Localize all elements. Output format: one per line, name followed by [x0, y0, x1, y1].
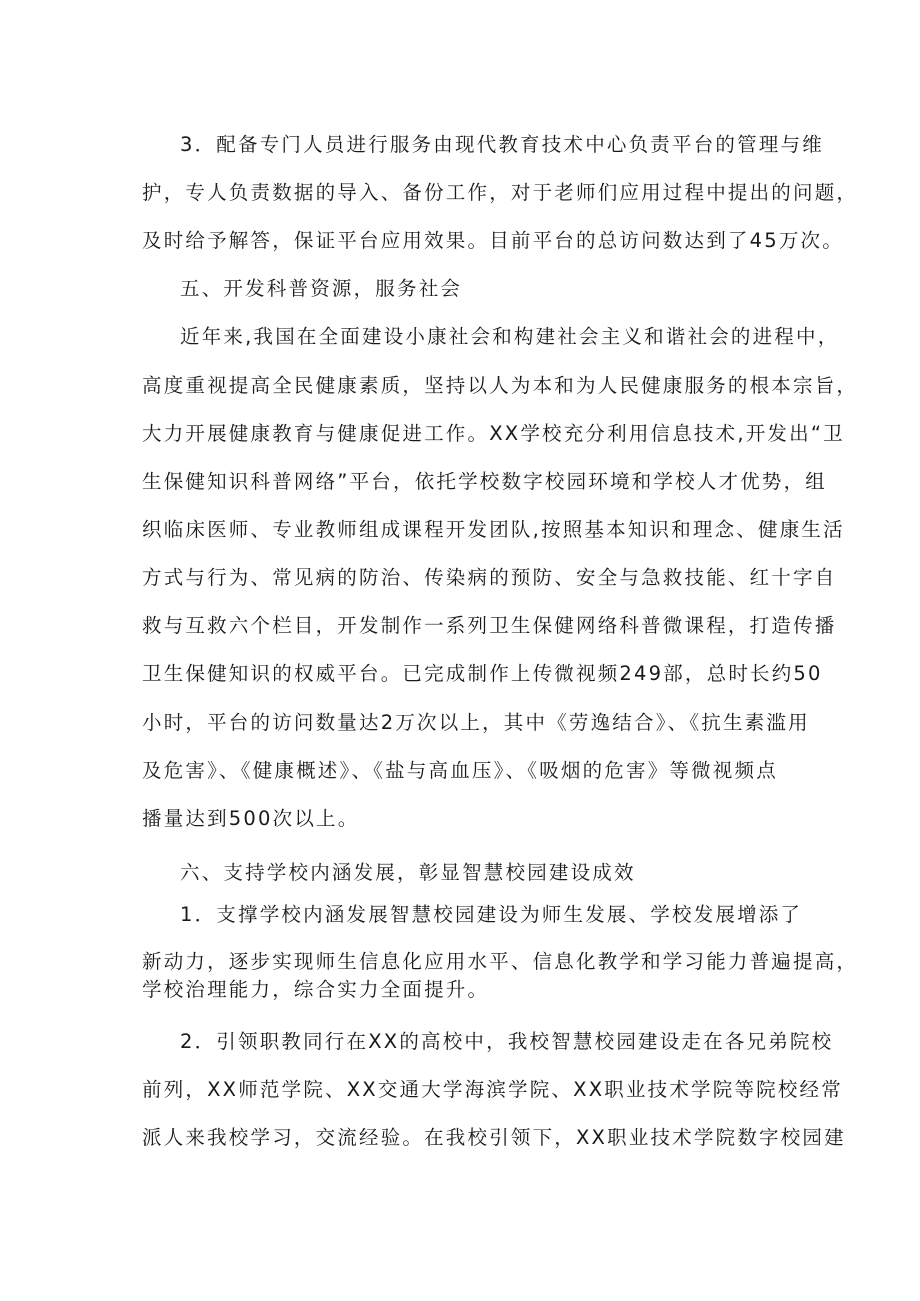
text-line: 派人来我校学习，交流经验。在我校引领下，XX职业技术学院数字校园建	[142, 1126, 846, 1149]
text-line: 卫生保健知识的权威平台。已完成制作上传微视频249部，总时长约50	[142, 662, 823, 685]
text-line: 生保健知识科普网络”平台，依托学校数字校园环境和学校人才优势，组	[142, 470, 828, 493]
text-line: 近年来,我国在全面建设小康社会和构建社会主义和谐社会的进程中，	[180, 325, 840, 348]
text-line: 救与互救六个栏目，开发制作一系列卫生保健网络科普微课程，打造传播	[142, 614, 837, 637]
text-line: 高度重视提高全民健康素质，坚持以人为本和为人民健康服务的根本宗旨，	[142, 374, 859, 397]
text-line: 3．配备专门人员进行服务由现代教育技术中心负责平台的管理与维	[180, 133, 824, 156]
text-line: 及时给予解答，保证平台应用效果。目前平台的总访问数达到了45万次。	[142, 229, 844, 252]
text-line: 大力开展健康教育与健康促进工作。XX学校充分利用信息技术,开发出“卫	[142, 422, 845, 445]
text-line: 1．支撑学校内涵发展智慧校园建设为师生发展、学校发展增添了	[180, 903, 803, 926]
text-line: 2．引领职教同行在XX的高校中，我校智慧校园建设走在各兄弟院校	[180, 1030, 834, 1053]
text-line: 新动力，逐步实现师生信息化应用水平、信息化教学和学习能力普遍提高，	[142, 950, 859, 973]
text-line: 播量达到500次以上。	[142, 807, 360, 830]
section-heading-5: 五、开发科普资源，服务社会	[180, 277, 463, 300]
text-line: 及危害》、《健康概述》、《盐与高血压》、《吸烟的危害》等微视频点	[142, 759, 778, 782]
text-line: 小时，平台的访问数量达2万次以上，其中《劳逸结合》、《抗生素滥用	[142, 711, 810, 734]
section-heading-6: 六、支持学校内涵发展，彰显智慧校园建设成效	[180, 861, 636, 884]
text-line: 织临床医师、专业教师组成课程开发团队,按照基本知识和理念、健康生活	[142, 518, 845, 541]
text-line: 学校治理能力，综合实力全面提升。	[142, 978, 490, 1001]
text-line: 前列，XX师范学院、XX交通大学海滨学院、XX职业技术学院等院校经常	[142, 1078, 843, 1101]
text-line: 方式与行为、常见病的防治、传染病的预防、安全与急救技能、红十字自	[142, 566, 837, 589]
text-line: 护，专人负责数据的导入、备份工作，对于老师们应用过程中提出的问题，	[142, 181, 859, 204]
